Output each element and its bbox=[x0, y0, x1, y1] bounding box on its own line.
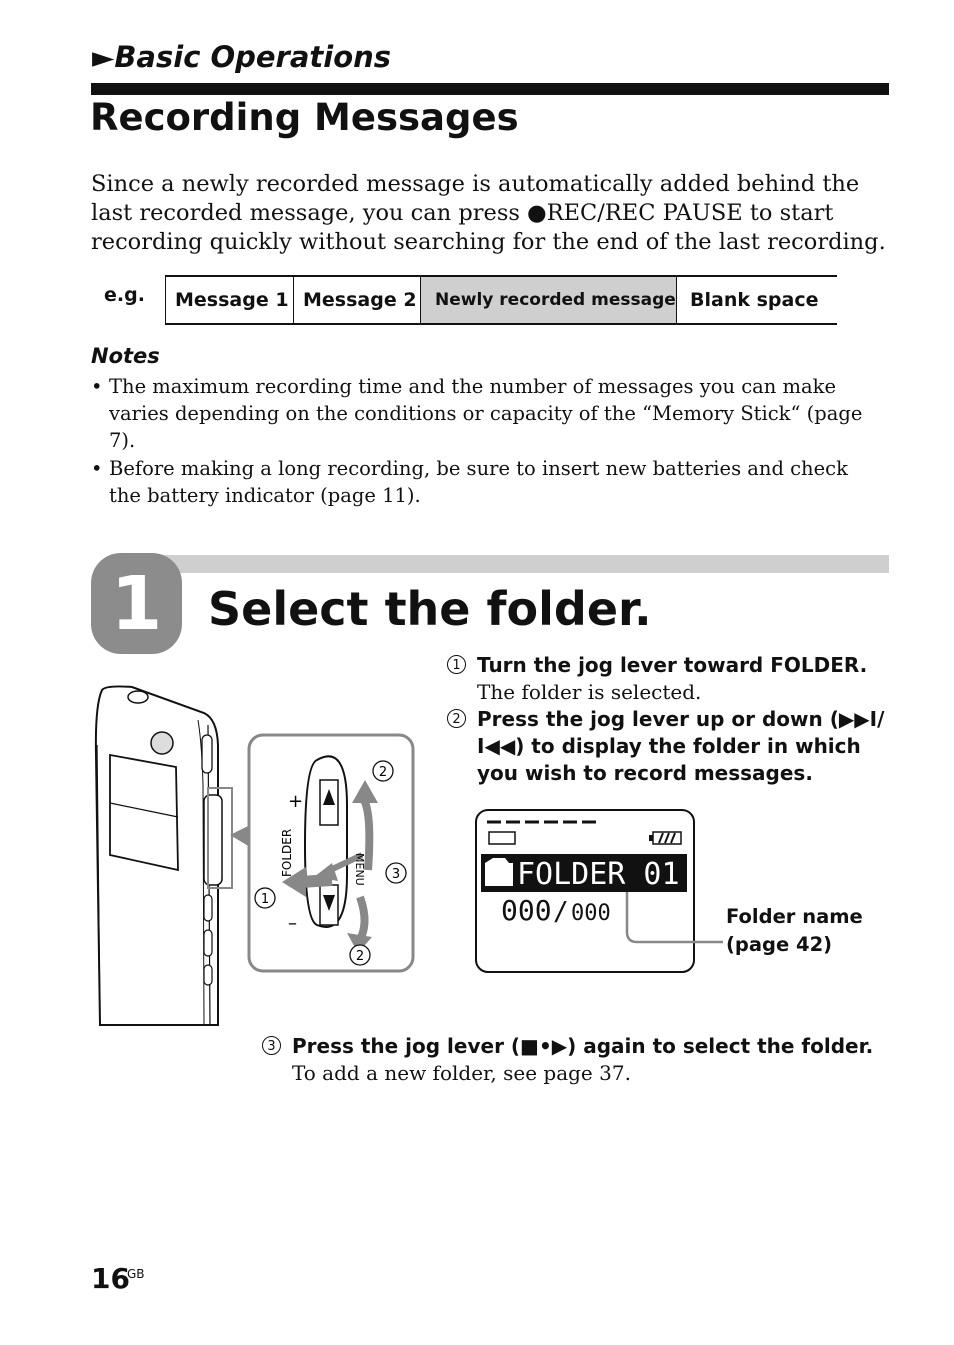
note-text: Before making a long recording, be sure to insert new batteries and check the battery indicator (page 11). bbox=[109, 457, 848, 507]
substep-3 bbox=[262, 1033, 882, 1087]
substep-title: Press the jog lever up or down (▶▶I/ I◀◀) to display the folder in which you wish to record messages. bbox=[477, 707, 885, 785]
substep-title: Turn the jog lever toward FOLDER. bbox=[477, 653, 868, 677]
folder-name-label-line-2: (page 42) bbox=[726, 933, 833, 956]
lcd-display-illustration bbox=[475, 808, 730, 978]
section-header bbox=[92, 40, 391, 74]
callout-2-top: 2 bbox=[378, 765, 388, 780]
step-header-bar bbox=[140, 555, 889, 573]
folder-name-label bbox=[726, 903, 863, 959]
section-divider bbox=[91, 83, 889, 95]
lcd-counter-left: 000 bbox=[501, 894, 552, 927]
lcd-folder-name: FOLDER 01 bbox=[517, 857, 680, 892]
section-arrow-icon: ► bbox=[92, 40, 115, 74]
section-label: Basic Operations bbox=[114, 40, 392, 74]
page-number: 16 bbox=[91, 1262, 130, 1295]
bullet-icon: • bbox=[91, 375, 103, 398]
substep-title: Press the jog lever (■•▶) again to select the folder. bbox=[292, 1034, 874, 1058]
step-title: Select the folder. bbox=[208, 582, 652, 636]
circled-number-icon: 3 bbox=[262, 1036, 281, 1055]
substep-1 bbox=[447, 652, 887, 706]
circled-number-icon: 1 bbox=[447, 655, 466, 674]
folder-name-label-line-1: Folder name bbox=[726, 905, 863, 928]
notes-heading: Notes bbox=[91, 344, 160, 368]
example-table bbox=[165, 275, 837, 325]
lcd-separator: / bbox=[553, 897, 569, 927]
lever-label-folder: FOLDER bbox=[280, 828, 294, 877]
note-item bbox=[91, 455, 881, 509]
lcd-counter-right: 000 bbox=[571, 901, 611, 926]
note-text: The maximum recording time and the number of messages you can make varies depending on the conditions or capacity of the “Memory Stick“ (page 7). bbox=[109, 375, 863, 452]
substep-detail: To add a new folder, see page 37. bbox=[292, 1061, 631, 1085]
substep-detail: The folder is selected. bbox=[477, 680, 702, 704]
circled-number-icon: 2 bbox=[447, 709, 466, 728]
lever-label-plus: + bbox=[288, 791, 304, 812]
substep-2 bbox=[447, 706, 887, 787]
example-cell-message-1: Message 1 bbox=[165, 277, 293, 323]
page-number-suffix: GB bbox=[127, 1267, 145, 1281]
intro-paragraph: Since a newly recorded message is automatically added behind the last recorded message, you can press ●REC/REC PAUSE to start recording quickly without searching for the end of the last recording. bbox=[91, 171, 886, 255]
bullet-icon: • bbox=[91, 457, 103, 480]
example-cell-blank-space: Blank space bbox=[676, 277, 837, 323]
lever-label-minus: – bbox=[288, 913, 297, 934]
lever-label-menu: MENU bbox=[353, 853, 366, 886]
note-item bbox=[91, 373, 881, 454]
recorder-illustration bbox=[92, 685, 417, 1030]
example-cell-message-2: Message 2 bbox=[293, 277, 420, 323]
callout-1: 1 bbox=[260, 892, 270, 907]
callout-3: 3 bbox=[391, 867, 401, 882]
callout-2-bottom: 2 bbox=[355, 949, 365, 964]
step-number-badge: 1 bbox=[91, 553, 182, 654]
page-title: Recording Messages bbox=[90, 96, 519, 139]
example-cell-newly-recorded: Newly recorded message bbox=[420, 277, 676, 323]
example-label: e.g. bbox=[104, 284, 145, 306]
